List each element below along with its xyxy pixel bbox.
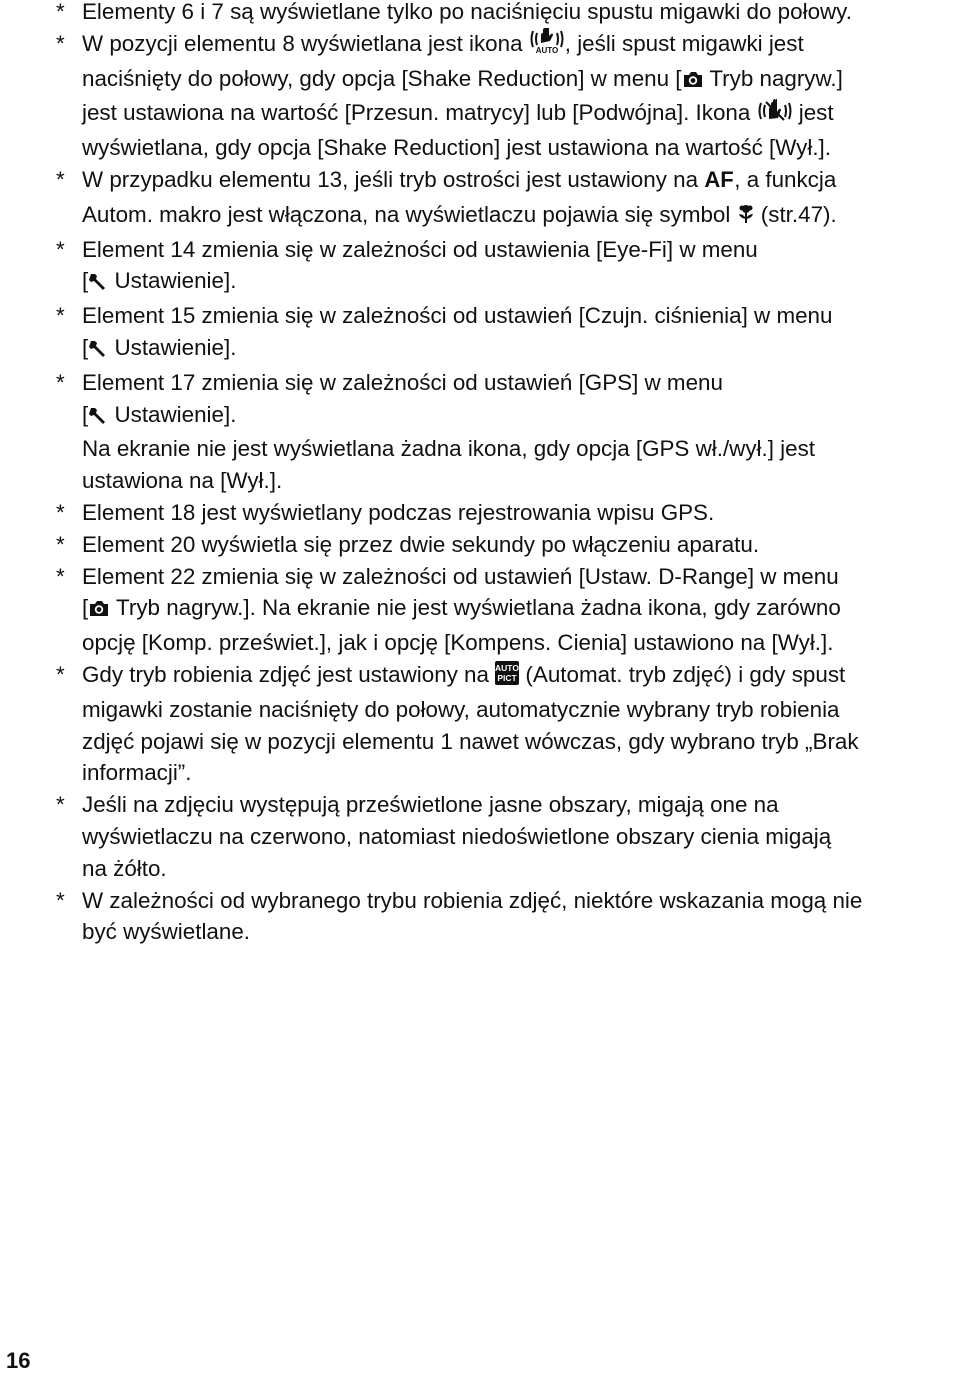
note-text: Ustawienie]. (108, 268, 237, 294)
note-text: Ustawienie]. (108, 334, 237, 360)
note-item (56, 885, 960, 949)
note-line (82, 726, 960, 758)
note-text: W przypadku elementu 13, jeśli tryb ostrości jest ustawiony na (82, 166, 705, 192)
note-line (82, 694, 960, 726)
note-text: Element 15 zmienia się w zależności od ustawień [Czujn. ciśnienia] w menu (82, 303, 833, 329)
note-line (82, 853, 960, 885)
bullet-asterisk: * (56, 887, 65, 913)
note-text: Autom. makro jest włączona, na wyświetlaczu pojawia się symbol (82, 201, 737, 227)
note-text: zdjęć pojawi się w pozycji elementu 1 nawet wówczas, gdy wybrano tryb „Brak (82, 728, 859, 754)
note-text: W pozycji elementu 8 wyświetlana jest ikona (82, 30, 529, 56)
note-text: [ (82, 595, 89, 621)
note-item (56, 0, 960, 28)
wrench-icon (88, 268, 108, 300)
af-icon (704, 167, 734, 199)
note-line (82, 757, 960, 789)
svg-text:AUTO: AUTO (495, 662, 520, 673)
note-line (82, 592, 960, 627)
note-text: Na ekranie nie jest wyświetlana żadna ikona, gdy opcja [GPS wł./wył.] jest (82, 436, 816, 462)
bullet-asterisk: * (56, 236, 65, 262)
note-line (82, 821, 960, 853)
note-line (82, 433, 960, 465)
bullet-asterisk: * (56, 369, 65, 395)
note-line (82, 399, 960, 434)
note-text: [ (82, 401, 89, 427)
bullet-asterisk: * (56, 531, 65, 557)
note-text: być wyświetlane. (82, 919, 250, 945)
note-text: na żółto. (82, 855, 167, 881)
note-item (56, 367, 960, 497)
note-line (82, 789, 960, 821)
note-line (82, 265, 960, 300)
note-line (82, 97, 960, 132)
note-text: Gdy tryb robienia zdjęć jest ustawiony na (82, 661, 496, 687)
note-text: Element 22 zmienia się w zależności od ustawień [Ustaw. D-Range] w menu (82, 563, 839, 589)
svg-text:AUTO: AUTO (535, 45, 559, 54)
note-text: opcję [Komp. przeświet.], jak i opcję [Kompens. Cienia] ustawiono na [Wył.]. (82, 630, 834, 656)
note-item (56, 561, 960, 659)
note-line (82, 164, 960, 199)
camera-icon (88, 595, 110, 627)
note-text: Element 20 wyświetla się przez dwie sekundy po włączeniu aparatu. (82, 531, 760, 557)
note-text: Ustawienie]. (108, 401, 237, 427)
note-text: W zależności od wybranego trybu robienia zdjęć, niektóre wskazania mogą nie (82, 887, 863, 913)
note-item (56, 28, 960, 164)
note-line (82, 916, 960, 948)
note-text: Jeśli na zdjęciu występują prześwietlone jasne obszary, migają one na (82, 792, 779, 818)
note-line (82, 28, 960, 63)
note-text: Tryb nagryw.]. Na ekranie nie jest wyświetlana żadna ikona, gdy zarówno (110, 595, 841, 621)
note-item (56, 164, 960, 234)
note-item (56, 789, 960, 884)
note-text: ustawiona na [Wył.]. (82, 468, 283, 494)
note-text: Element 18 jest wyświetlany podczas rejestrowania wpisu GPS. (82, 499, 715, 525)
bullet-asterisk: * (56, 303, 65, 329)
bullet-asterisk: * (56, 166, 65, 192)
note-text: wyświetlaczu na czerwono, natomiast niedoświetlone obszary cienia migają (82, 823, 832, 849)
note-line (82, 885, 960, 917)
note-text: Element 14 zmienia się w zależności od ustawienia [Eye-Fi] w menu (82, 236, 758, 262)
camera-icon (682, 66, 704, 98)
bullet-asterisk: * (56, 792, 65, 818)
wrench-icon (88, 335, 108, 367)
notes-list (56, 0, 960, 948)
note-line (82, 529, 960, 561)
auto-pict-icon (495, 661, 519, 694)
note-text: wyświetlana, gdy opcja [Shake Reduction] jest ustawiona na wartość [Wył.]. (82, 135, 832, 161)
note-text: migawki zostanie naciśnięty do połowy, automatycznie wybrany tryb robienia (82, 696, 840, 722)
note-text: naciśnięty do połowy, gdy opcja [Shake Reduction] w menu [ (82, 65, 682, 91)
page-number: 16 (6, 1348, 31, 1373)
note-text: [ (82, 268, 89, 294)
bullet-asterisk: * (56, 30, 65, 56)
bullet-asterisk: * (56, 499, 65, 525)
note-line (82, 561, 960, 593)
note-line (82, 497, 960, 529)
note-text: [ (82, 334, 89, 360)
note-item (56, 300, 960, 367)
note-text: (str.47). (754, 201, 837, 227)
note-text: , jeśli spust migawki jest (564, 30, 804, 56)
macro-flower-icon (737, 202, 755, 234)
note-line (82, 199, 960, 234)
note-line (82, 234, 960, 266)
bullet-asterisk: * (56, 563, 65, 589)
wrench-icon (88, 402, 108, 434)
note-line (82, 332, 960, 367)
note-text: jest ustawiona na wartość [Przesun. matrycy] lub [Podwójna]. Ikona (82, 100, 757, 126)
svg-text:AF: AF (704, 167, 734, 190)
note-item (56, 234, 960, 301)
note-line (82, 659, 960, 694)
note-text: jest (792, 100, 834, 126)
note-text: Tryb nagryw.] (703, 65, 843, 91)
note-line (82, 367, 960, 399)
note-text: Elementy 6 i 7 są wyświetlane tylko po naciśnięciu spustu migawki do połowy. (82, 0, 852, 24)
shake-off-icon (757, 99, 793, 132)
note-line (82, 0, 960, 28)
shake-auto-icon (529, 28, 565, 63)
note-text: informacji”. (82, 760, 192, 786)
note-item (56, 497, 960, 529)
bullet-asterisk: * (56, 0, 65, 24)
note-text: Element 17 zmienia się w zależności od ustawień [GPS] w menu (82, 369, 723, 395)
note-item (56, 529, 960, 561)
note-line (82, 465, 960, 497)
note-line (82, 627, 960, 659)
note-line (82, 300, 960, 332)
note-text: , a funkcja (734, 166, 837, 192)
note-item (56, 659, 960, 789)
note-line (82, 63, 960, 98)
svg-text:PICT: PICT (497, 672, 517, 683)
bullet-asterisk: * (56, 661, 65, 687)
note-line (82, 132, 960, 164)
note-text: (Automat. tryb zdjęć) i gdy spust (519, 661, 846, 687)
